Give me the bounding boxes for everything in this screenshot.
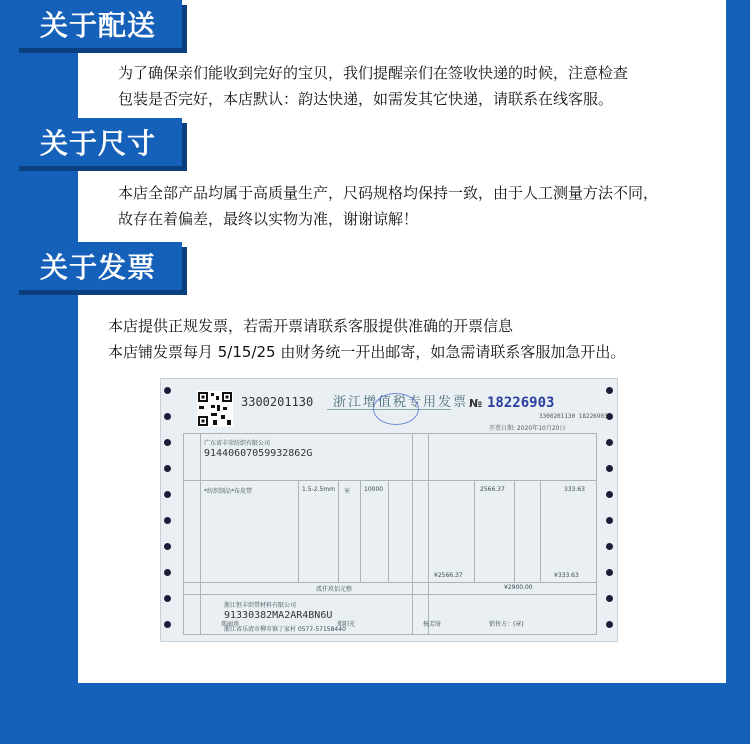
- payee: 郑丽珍: [221, 621, 240, 628]
- total-in-words: 贰仟玖佰元整: [316, 586, 353, 593]
- invoice-table: [183, 433, 597, 635]
- seller-tax-id: 91330382MA2AR4BN6U: [224, 610, 333, 621]
- seller-stamp-label: 销售方：(章): [489, 621, 524, 628]
- paragraph-line: 包装是否完好，本店默认：韵达快递，如需发其它快递，请联系在线客服。: [118, 90, 614, 108]
- buyer-tax-id: 91440607059932862G: [204, 448, 313, 459]
- section-heading-invoice: [14, 242, 182, 290]
- paragraph-line: 本店提供正规发票，若需开票请联系客服提供准确的开票信息: [108, 317, 514, 335]
- invoice-date: 开票日期: 2020年10月20日: [489, 425, 566, 432]
- seller-address: 浙江省乐清市柳市镇丁家村 0577-57158440: [224, 626, 346, 633]
- size-paragraph: [118, 180, 658, 232]
- seller-name: 浙江恒丰织带材料有限公司: [224, 602, 297, 609]
- invoice-number-label: №: [469, 397, 483, 410]
- invoice-paragraph: [108, 313, 625, 365]
- invoice-code: 3300201130: [241, 395, 314, 409]
- invoice-number: 18226903: [487, 395, 555, 411]
- total-amount: ¥2900.00: [504, 584, 533, 591]
- subtotal-amount: ¥2566.37: [434, 572, 463, 579]
- section-heading-text: 关于发票: [39, 251, 156, 284]
- tax-seal-stamp: [373, 393, 419, 425]
- paragraph-line: 故存在着偏差，最终以实物为准，谢谢谅解！: [118, 210, 419, 228]
- issuer: 杨芳绮: [423, 621, 442, 628]
- section-heading-size: [14, 118, 182, 166]
- item-unit: 米: [344, 488, 351, 495]
- item-spec: 1.5-2.5mm: [302, 486, 335, 493]
- subtotal-tax: ¥333.63: [554, 572, 579, 579]
- paragraph-line: 为了确保亲们能收到完好的宝贝，我们提醒亲们在签收快递的时候，注意检查: [118, 64, 629, 82]
- reviewer: 郑阳光: [337, 621, 356, 628]
- invoice-number-small: 3300201130 18226903: [539, 413, 608, 420]
- section-heading-text: 关于尺寸: [39, 127, 156, 160]
- perforation-left: [161, 379, 175, 641]
- section-heading-delivery: [14, 0, 182, 48]
- invoice-photo: [160, 378, 618, 642]
- qr-code-icon: [197, 391, 233, 427]
- buyer-name: 广东省丰荣纺织有限公司: [204, 440, 271, 447]
- item-tax: 333.63: [564, 486, 585, 493]
- paragraph-line: 本店全部产品均属于高质量生产，尺码规格均保持一致，由于人工测量方法不同，: [118, 184, 659, 202]
- delivery-paragraph: [118, 60, 628, 112]
- invoice-title: 浙江增值税专用发票: [333, 395, 469, 410]
- item-amount: 2566.37: [480, 486, 505, 493]
- item-name: *纺织制品*布皮带: [204, 488, 253, 495]
- paragraph-line: 本店铺发票每月 5/15/25 由财务统一开出邮寄，如急需请联系客服加急开出。: [108, 343, 626, 361]
- section-heading-text: 关于配送: [39, 9, 156, 42]
- item-quantity: 10000: [364, 486, 384, 493]
